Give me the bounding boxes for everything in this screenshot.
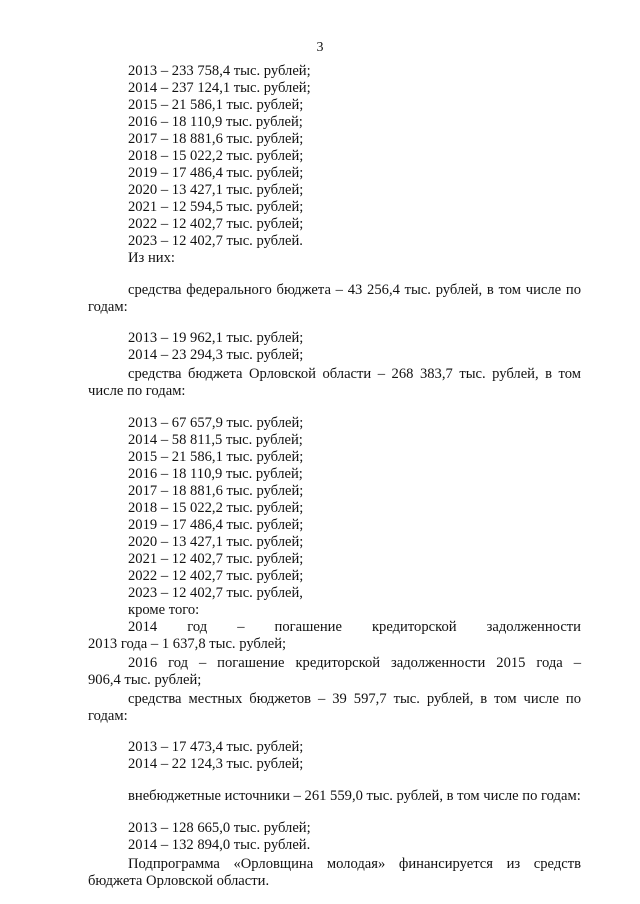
list-item: 2020 – 13 427,1 тыс. рублей; [128, 533, 304, 550]
extrabudget-paragraph: внебюджетные источники – 261 559,0 тыс. рублей, в том числе по годам: [128, 787, 581, 804]
list-item: 2013 – 17 473,4 тыс. рублей; [128, 739, 304, 756]
repayment-2016-line2: 906,4 тыс. рублей; [88, 671, 202, 688]
list-item: 2023 – 12 402,7 тыс. рублей, [128, 584, 303, 601]
list-item: 2013 – 19 962,1 тыс. рублей; [128, 330, 304, 347]
list-item: 2013 – 128 665,0 тыс. рублей; [128, 819, 311, 836]
list-item: 2015 – 21 586,1 тыс. рублей; [128, 97, 304, 113]
list-item: 2014 – 237 124,1 тыс. рублей; [128, 80, 311, 96]
repayment-2016-line1: 2016 год – погашение кредиторской задолженности 2015 года – [128, 654, 581, 671]
list-item: 2017 – 18 881,6 тыс. рублей; [128, 482, 304, 499]
list-item: 2014 – 132 894,0 тыс. рублей. [128, 836, 311, 853]
regional-paragraph: средства бюджета Орловской области – 268 383,7 тыс. рублей, в том числе по годам: [88, 366, 581, 400]
local-paragraph: средства местных бюджетов – 39 597,7 тыс. рублей, в том числе по годам: [88, 690, 581, 724]
list-item: 2016 – 18 110,9 тыс. рублей; [128, 465, 303, 482]
list-item: 2016 – 18 110,9 тыс. рублей; [128, 114, 303, 130]
repayment-2014-line2: 2013 года – 1 637,8 тыс. рублей; [88, 635, 287, 652]
list-item: 2018 – 15 022,2 тыс. рублей; [128, 499, 304, 516]
list-item: 2018 – 15 022,2 тыс. рублей; [128, 148, 304, 164]
list-item: 2021 – 12 402,7 тыс. рублей; [128, 550, 304, 567]
list-item: 2014 – 58 811,5 тыс. рублей; [128, 431, 303, 448]
list-item: 2017 – 18 881,6 тыс. рублей; [128, 131, 304, 147]
list-item: 2020 – 13 427,1 тыс. рублей; [128, 182, 304, 198]
page-content [88, 63, 581, 904]
list-item: 2013 – 233 758,4 тыс. рублей; [128, 63, 311, 79]
list-item: 2019 – 17 486,4 тыс. рублей; [128, 516, 304, 533]
closing-paragraph: Подпрограмма «Орловщина молодая» финансируется из средств бюджета Орловской области. [88, 855, 581, 889]
besides-label: кроме того: [128, 601, 200, 618]
federal-paragraph: средства федерального бюджета – 43 256,4 тыс. рублей, в том числе по годам: [88, 281, 581, 315]
list-item: 2019 – 17 486,4 тыс. рублей; [128, 165, 304, 181]
repayment-2014-line1: 2014 год – погашение кредиторской задолженности [128, 618, 581, 635]
list-item: 2022 – 12 402,7 тыс. рублей; [128, 216, 304, 232]
list-item: 2014 – 22 124,3 тыс. рублей; [128, 756, 304, 773]
list-item: 2013 – 67 657,9 тыс. рублей; [128, 414, 304, 431]
list-item: 2022 – 12 402,7 тыс. рублей; [128, 567, 304, 584]
page-number: 3 [316, 40, 324, 55]
list-item: 2014 – 23 294,3 тыс. рублей; [128, 347, 304, 364]
list-item: 2021 – 12 594,5 тыс. рублей; [128, 199, 304, 215]
list-item: 2015 – 21 586,1 тыс. рублей; [128, 448, 304, 465]
of-them-label: Из них: [128, 250, 175, 266]
list-item: 2023 – 12 402,7 тыс. рублей. [128, 233, 303, 249]
total-years-list [88, 63, 581, 250]
